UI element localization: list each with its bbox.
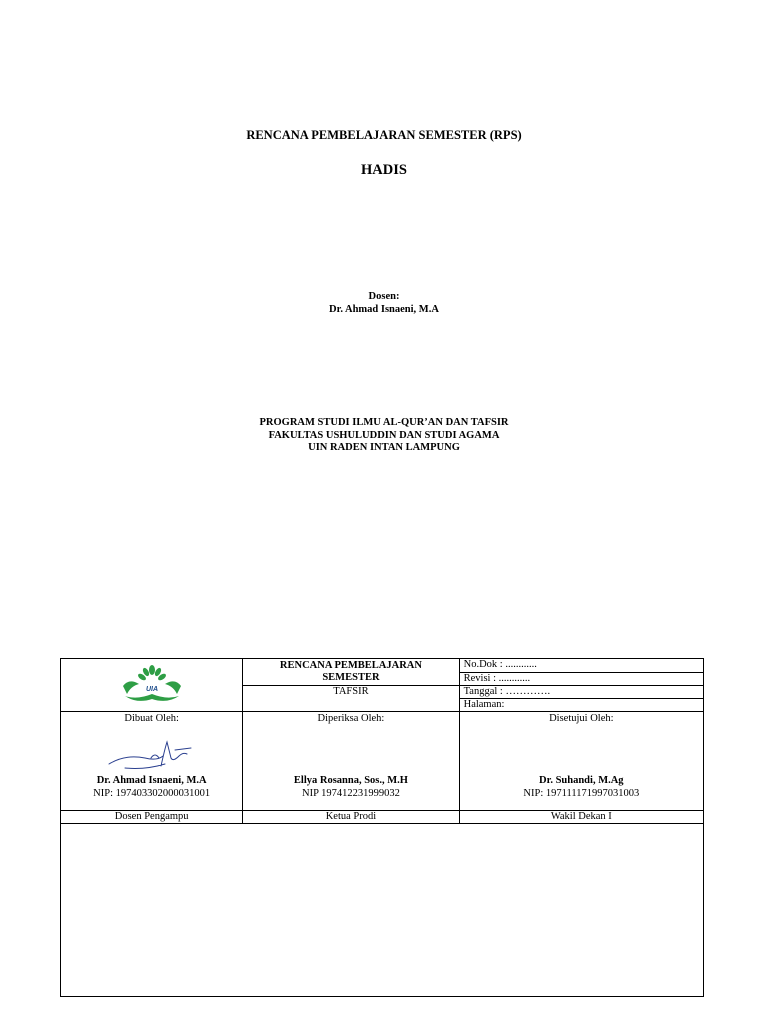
faculty-line: FAKULTAS USHULUDDIN DAN STUDI AGAMA	[268, 429, 500, 441]
header-title-line: SEMESTER	[322, 671, 380, 683]
meta-no-dok: No.Dok : ............	[459, 659, 703, 673]
university-logo-icon	[117, 664, 187, 704]
signatory-label: Disetujui Oleh:	[549, 713, 614, 724]
signatory-cell	[243, 712, 459, 811]
program-line: PROGRAM STUDI ILMU AL-QUR’AN DAN TAFSIR	[259, 417, 509, 428]
signatory-role: Wakil Dekan I	[459, 811, 703, 824]
signatory-name: Dr. Suhandi, M.Ag	[539, 775, 624, 786]
signatory-role: Ketua Prodi	[243, 811, 459, 824]
logo-cell	[61, 659, 243, 712]
signatory-cell	[459, 712, 703, 811]
dosen-label: Dosen:	[368, 291, 400, 302]
meta-halaman: Halaman:	[459, 699, 703, 712]
signatory-nip: NIP 197412231999032	[301, 788, 400, 799]
header-subtitle: TAFSIR	[243, 686, 459, 712]
signatory-cell	[61, 712, 243, 811]
approval-table	[60, 658, 704, 997]
content-area	[61, 824, 704, 997]
institution-block	[0, 417, 768, 455]
logo-text: UIA	[145, 685, 158, 693]
signatory-label: Diperiksa Oleh:	[317, 713, 385, 724]
signatory-nip: NIP: 197111171997031003	[523, 788, 640, 799]
signatory-name: Dr. Ahmad Isnaeni, M.A	[96, 775, 207, 786]
signatory-label: Dibuat Oleh:	[124, 713, 179, 724]
course-title: HADIS	[361, 162, 407, 178]
signatory-role: Dosen Pengampu	[61, 811, 243, 824]
signature-icon	[105, 736, 197, 772]
header-title-line: RENCANA PEMBELAJARAN	[279, 660, 422, 671]
dosen-block	[0, 290, 768, 316]
meta-revisi: Revisi : ............	[459, 672, 703, 686]
dosen-name: Dr. Ahmad Isnaeni, M.A	[329, 304, 439, 315]
signatory-nip: NIP: 197403302000031001	[93, 788, 211, 799]
university-line: UIN RADEN INTAN LAMPUNG	[308, 442, 460, 453]
rps-title: RENCANA PEMBELAJARAN SEMESTER (RPS)	[246, 128, 522, 142]
signatory-name: Ellya Rosanna, Sos., M.H	[293, 775, 408, 786]
meta-tanggal: Tanggal : ………….	[459, 686, 703, 699]
header-title-cell	[243, 659, 459, 686]
